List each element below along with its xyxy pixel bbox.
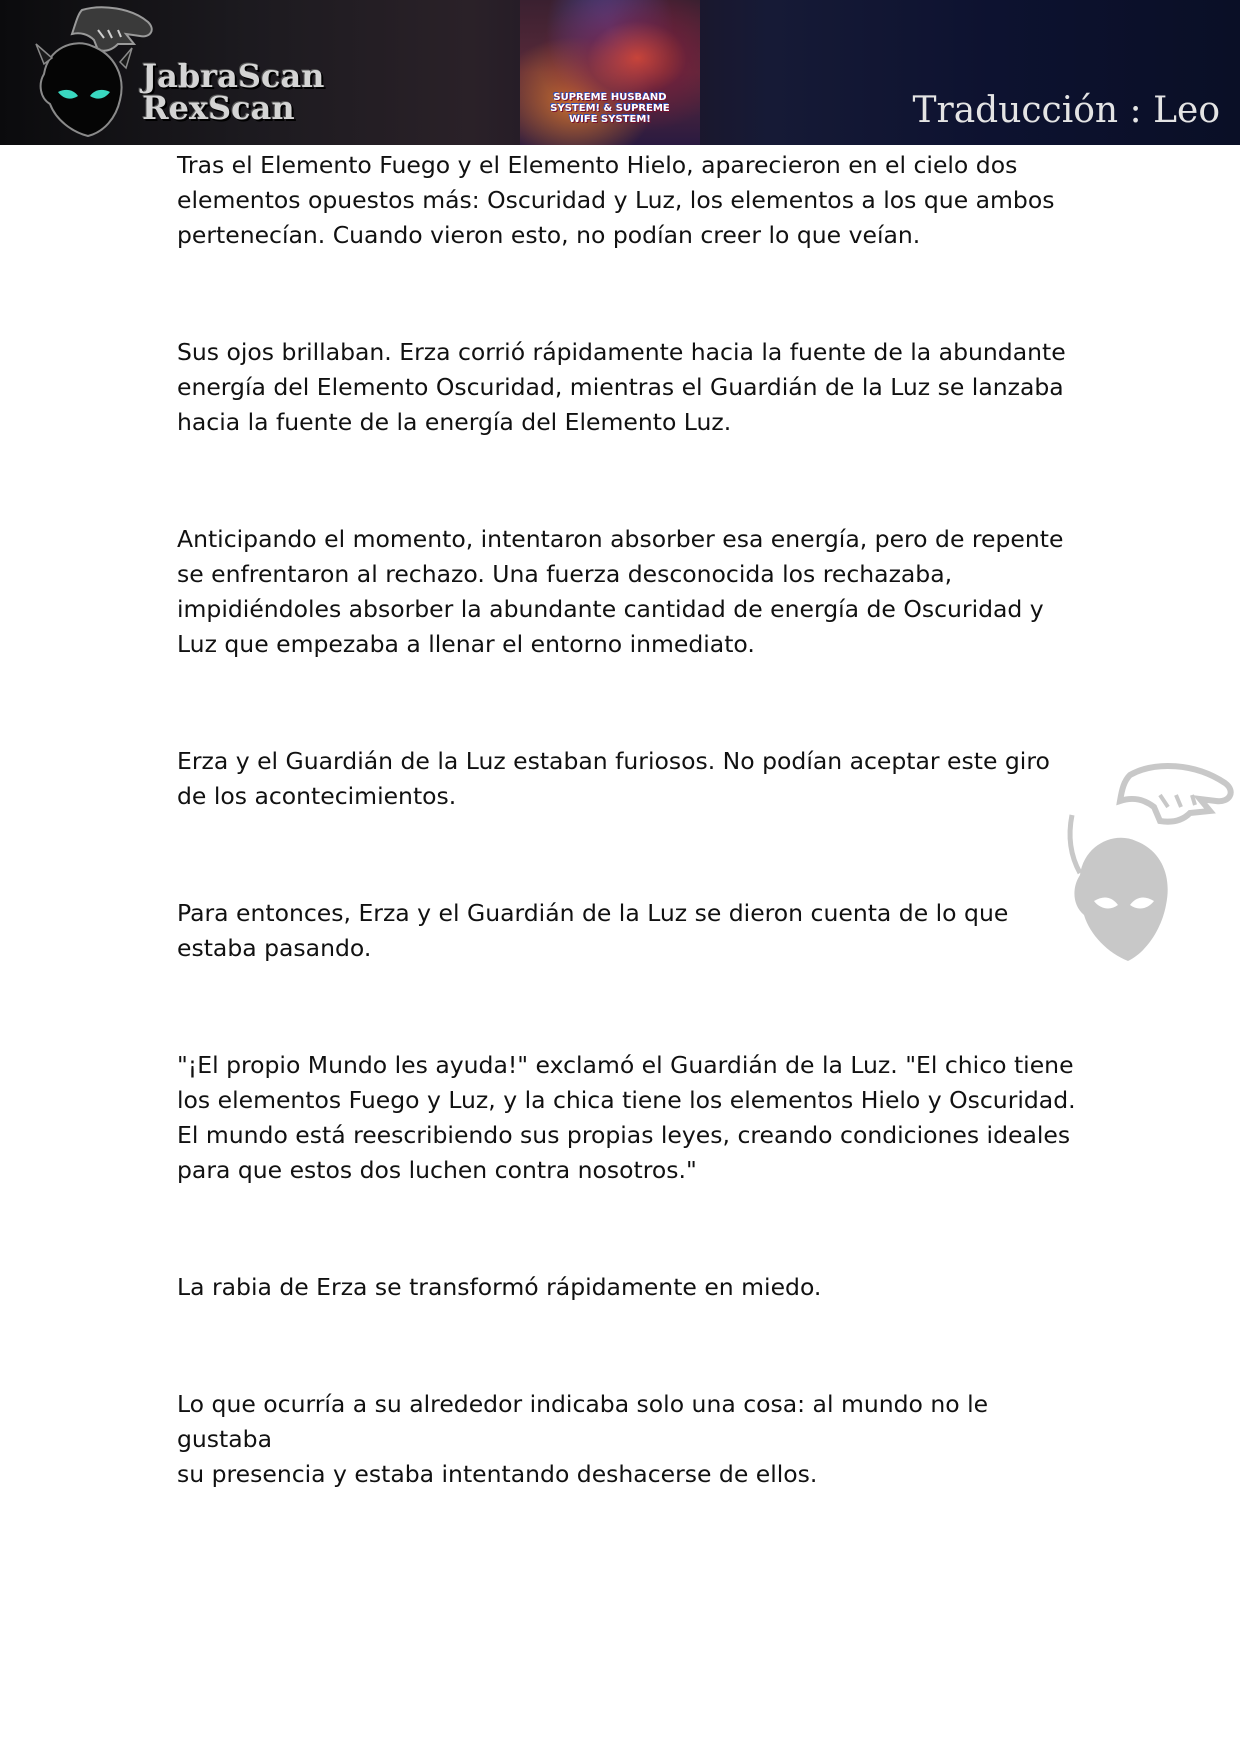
novel-cover-title xyxy=(520,92,700,125)
paragraph-7: La rabia de Erza se transformó rápidamente en miedo. xyxy=(177,1273,822,1301)
paragraph-1: Tras el Elemento Fuego y el Elemento Hielo, aparecieron en el cielo dos elementos opuestos más: Oscuridad y Luz, los elementos a los que ambos pertenecían. Cuando vieron esto, no podían creer lo que veían. xyxy=(177,151,1055,249)
cover-title-line-2: SYSTEM! & SUPREME xyxy=(550,103,670,114)
paragraph-8: Lo que ocurría a su alrededor indicaba solo una cosa: al mundo no le gustaba su presencia y estaba intentando deshacerse de ellos. xyxy=(177,1390,989,1488)
brand-name xyxy=(142,57,325,127)
dinosaur-skull-logo-icon xyxy=(22,4,162,142)
header-banner xyxy=(0,0,1240,145)
cover-title-line-1: SUPREME HUSBAND xyxy=(553,92,667,103)
chapter-body xyxy=(177,148,1077,1492)
paragraph-6: "¡El propio Mundo les ayuda!" exclamó el Guardián de la Luz. "El chico tiene los elementos Fuego y Luz, y la chica tiene los elementos Hielo y Oscuridad. El mundo está reescribiendo sus propias leyes, creando condiciones ideales para que estos dos luchen contra nosotros." xyxy=(177,1051,1076,1184)
cover-title-line-3: WIFE SYSTEM! xyxy=(569,114,651,125)
paragraph-4: Erza y el Guardián de la Luz estaban furiosos. No podían aceptar este giro de los acontecimientos. xyxy=(177,747,1050,810)
dinosaur-skull-watermark-icon xyxy=(1060,755,1240,985)
paragraph-3: Anticipando el momento, intentaron absorber esa energía, pero de repente se enfrentaron al rechazo. Una fuerza desconocida los rechazaba, impidiéndoles absorber la abundante cantidad de energía de Oscuridad y Luz que empezaba a llenar el entorno inmediato. xyxy=(177,525,1064,658)
brand-line-2: RexScan xyxy=(142,89,295,127)
paragraph-5: Para entonces, Erza y el Guardián de la Luz se dieron cuenta de lo que estaba pasando. xyxy=(177,899,1009,962)
brand-line-1: JabraScan xyxy=(142,57,325,95)
translator-credit: Traducción : Leo xyxy=(912,90,1220,131)
paragraph-2: Sus ojos brillaban. Erza corrió rápidamente hacia la fuente de la abundante energía del Elemento Oscuridad, mientras el Guardián de la Luz se lanzaba hacia la fuente de la energía del Elemento Luz. xyxy=(177,338,1066,436)
novel-cover-art xyxy=(520,0,700,145)
